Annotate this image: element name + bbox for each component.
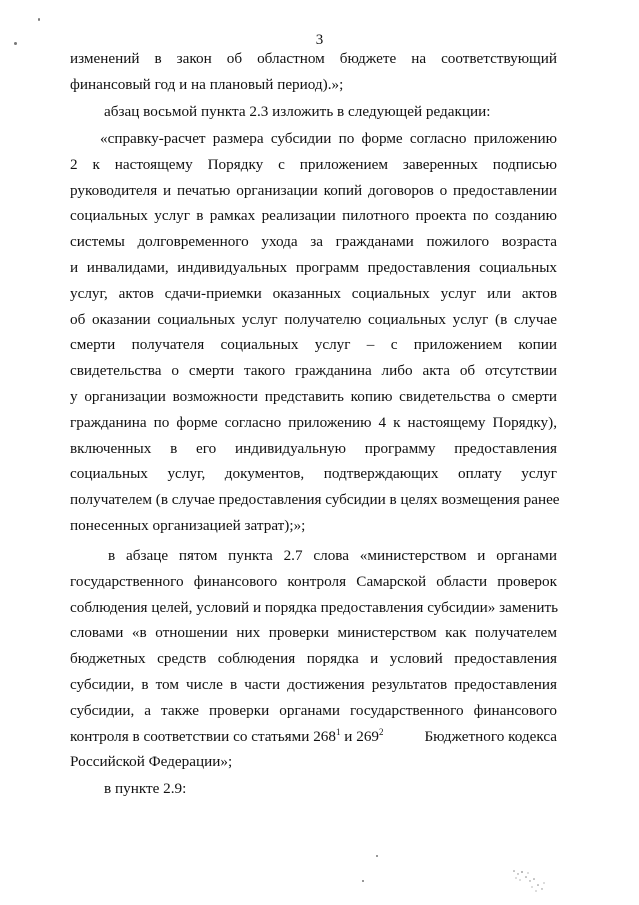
- paragraph-continuation: [70, 46, 557, 98]
- text-fragment: контроля в соответствии со статьями 268: [70, 727, 336, 745]
- text-line: соблюдения целей, условий и порядка предоставления субсидии» заменить: [70, 598, 559, 616]
- text-line: субсидии, а также проверки органами государственного финансового: [70, 701, 557, 719]
- text-line: 2 к настоящему Порядку с приложением заверенных подписью: [70, 155, 557, 173]
- paragraph-amendment-2-3: [70, 99, 557, 125]
- text-line: «справку-расчет размера субсидии по форме согласно приложению: [100, 130, 557, 147]
- text-line: субсидии, в том числе в части достижения результатов предоставления: [70, 675, 557, 693]
- text-fragment: [70, 724, 384, 750]
- text-line: в абзаце пятом пункта 2.7 слова «министерством и органами: [108, 547, 557, 564]
- text-line: социальных услуг в рамках реализации пилотного проекта по созданию: [70, 207, 557, 225]
- text-line: словами «в отношении них проверки министерством как получателем: [70, 624, 557, 642]
- text-fragment: и 269: [340, 727, 380, 745]
- text-line: гражданина по форме согласно приложению 4 к настоящему Порядку),: [70, 413, 557, 431]
- text-line: социальных услуг, документов, подтверждающих оплату услуг: [70, 465, 557, 483]
- text-line: системы долговременного ухода за гражданами пожилого возраста: [70, 233, 557, 251]
- scan-noise-mark: [508, 867, 550, 895]
- text-line: Российской Федерации»;: [70, 753, 233, 771]
- text-line: свидетельства о смерти такого гражданина либо акта об отсутствии: [70, 362, 557, 380]
- paragraph-quoted-text: [70, 126, 560, 539]
- superscript: 1: [336, 726, 341, 737]
- text-line: руководителя и печатью организации копий договоров о предоставлении: [70, 181, 557, 199]
- page-number: 3: [315, 32, 324, 48]
- text-line: получателем (в случае предоставления субсидии в целях возмещения ранее: [70, 491, 560, 509]
- text-line: изменений в закон об областном бюджете на соответствующий: [70, 50, 557, 67]
- scan-speck: [362, 880, 364, 882]
- text-line: об оказании социальных услуг получателю социальных услуг (в случае: [70, 310, 557, 328]
- text-line: у организации возможности представить копию свидетельства о смерти: [70, 387, 557, 405]
- scan-speck: [38, 18, 40, 21]
- text-line-with-superscripts: [70, 724, 557, 750]
- text-line: смерти получателя социальных услуг – с приложением копии: [70, 336, 557, 354]
- text-line: услуг, актов сдачи-приемки оказанных социальных услуг или актов: [70, 284, 557, 302]
- text-line: включенных в его индивидуальную программу предоставления: [70, 439, 557, 457]
- superscript: 2: [379, 726, 384, 737]
- scan-speck: [376, 855, 378, 857]
- text-line: в пункте 2.9:: [104, 780, 187, 797]
- scan-speck: [14, 42, 17, 45]
- text-line: государственного финансового контроля Самарской области проверок: [70, 572, 557, 590]
- text-line: понесенных организацией затрат);»;: [70, 516, 306, 534]
- text-line: и инвалидами, индивидуальных программ предоставления социальных: [70, 258, 557, 276]
- text-line: абзац восьмой пункта 2.3 изложить в следующей редакции:: [104, 103, 491, 120]
- text-fragment: Бюджетного кодекса: [424, 727, 557, 745]
- paragraph-amendment-2-9: [70, 776, 557, 802]
- paragraph-amendment-2-7: [70, 543, 557, 775]
- text-line: финансовый год и на плановый период).»;: [70, 75, 344, 93]
- text-line: бюджетных средств соблюдения порядка и условий предоставления: [70, 650, 557, 668]
